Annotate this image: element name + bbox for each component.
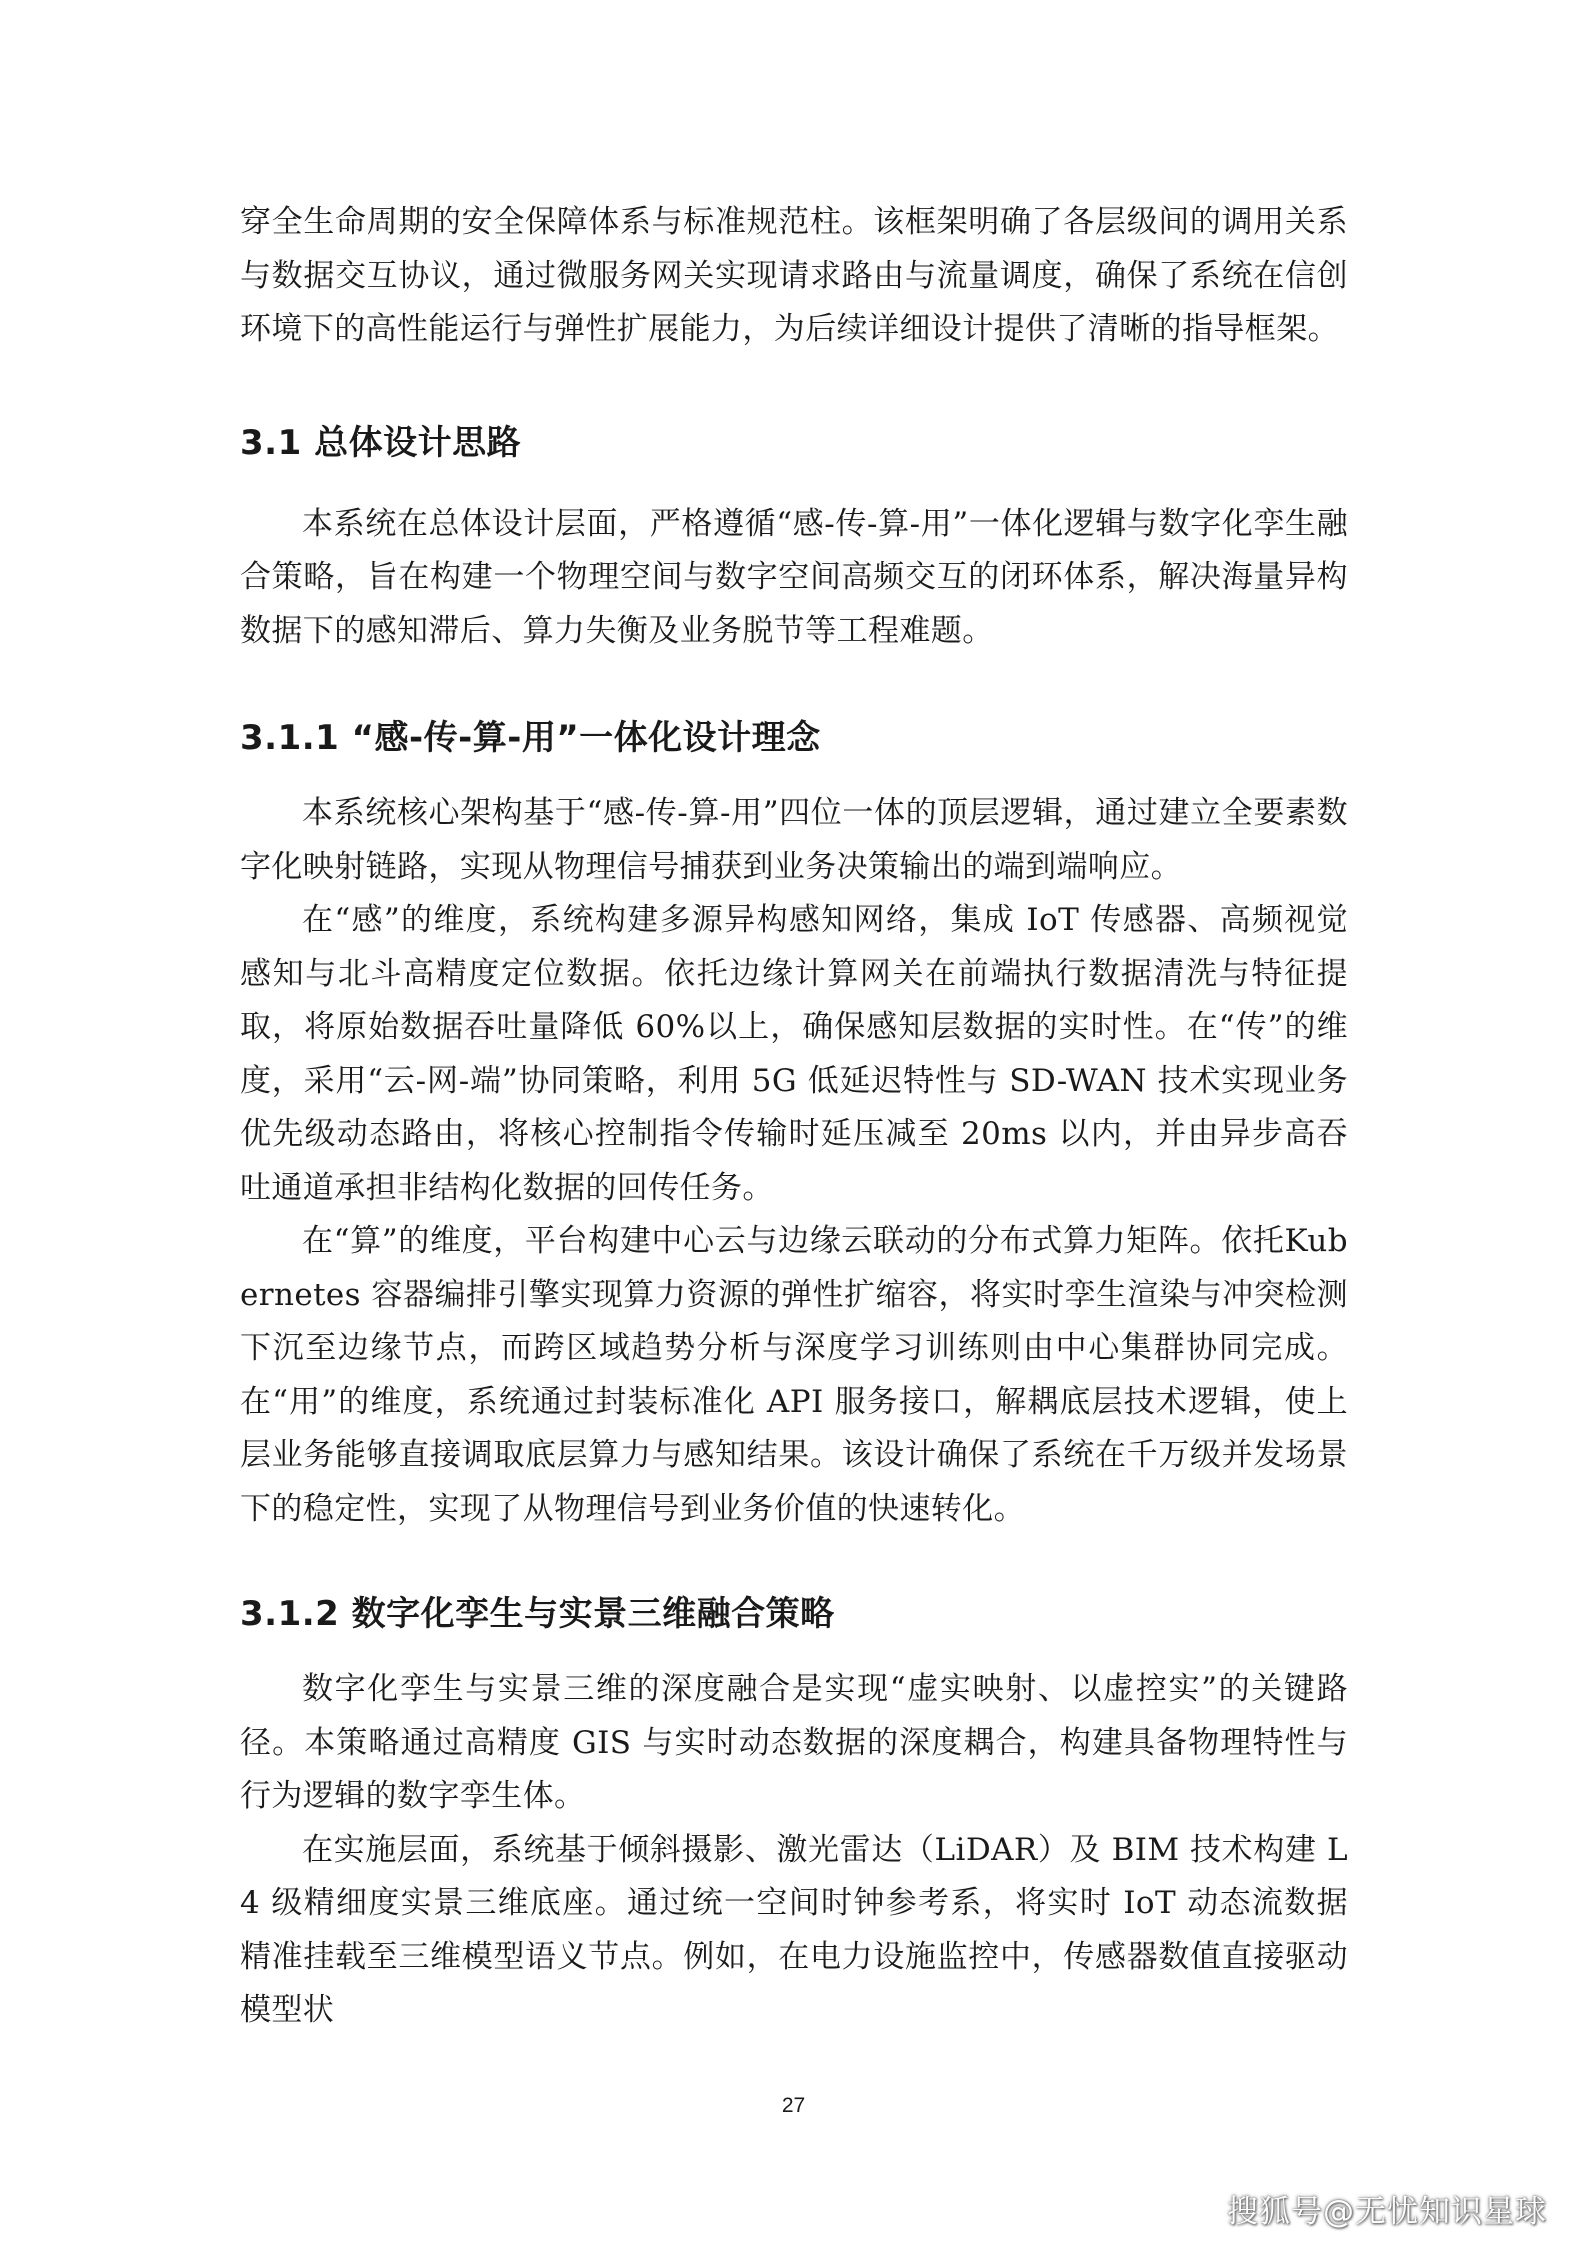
page-number: 27 bbox=[781, 2094, 806, 2117]
section-3-1-2-paragraph-1: 数字化孪生与实景三维的深度融合是实现“虚实映射、以虚控实”的关键路径。本策略通过高精度 GIS 与实时动态数据的深度耦合，构建具备物理特性与行为逻辑的数字孪生体。 bbox=[240, 1671, 1348, 1814]
page-content bbox=[240, 196, 1348, 2038]
intro-paragraph: 穿全生命周期的安全保障体系与标准规范柱。该框架明确了各层级间的调用关系与数据交互协议，通过微服务网关实现请求路由与流量调度，确保了系统在信创环境下的高性能运行与弹性扩展能力，为后续详细设计提供了清晰的指导框架。 bbox=[240, 204, 1348, 347]
section-heading-3-1-2: 3.1.2 数字化孪生与实景三维融合策略 bbox=[240, 1594, 835, 1634]
section-heading-3-1: 3.1 总体设计思路 bbox=[240, 422, 522, 463]
section-3-1-1-paragraph-3: 在“算”的维度，平台构建中心云与边缘云联动的分布式算力矩阵。依托Kubernetes 容器编排引擎实现算力资源的弹性扩缩容，将实时孪生渲染与冲突检测下沉至边缘节点，而跨区域趋势分析与深度学习训练则由中心集群协同完成。在“用”的维度，系统通过封装标准化 API 服务接口，解耦底层技术逻辑，使上层业务能够直接调取底层算力与感知结果。该设计确保了系统在千万级并发场景下的稳定性，实现了从物理信号到业务价值的快速转化。 bbox=[240, 1223, 1348, 1527]
watermark-text: 搜狐号@无忧知识星球 bbox=[1227, 2194, 1547, 2230]
section-3-1-2-paragraph-2: 在实施层面，系统基于倾斜摄影、激光雷达（LiDAR）及 BIM 技术构建 L4 级精细度实景三维底座。通过统一空间时钟参考系，将实时 IoT 动态流数据精准挂载至三维模型语义节点。例如，在电力设施监控中，传感器数值直接驱动模型状 bbox=[240, 1831, 1348, 2028]
section-3-1-paragraph: 本系统在总体设计层面，严格遵循“感-传-算-用”一体化逻辑与数字化孪生融合策略，旨在构建一个物理空间与数字空间高频交互的闭环体系，解决海量异构数据下的感知滞后、算力失衡及业务脱节等工程难题。 bbox=[240, 505, 1348, 649]
section-3-1-1-paragraph-2: 在“感”的维度，系统构建多源异构感知网络，集成 IoT 传感器、高频视觉感知与北斗高精度定位数据。依托边缘计算网关在前端执行数据清洗与特征提取，将原始数据吞吐量降低 60%以上，确保感知层数据的实时性。在“传”的维度，采用“云-网-端”协同策略，利用 5G 低延迟特性与 SD-WAN 技术实现业务优先级动态路由，将核心控制指令传输时延压减至 20ms 以内，并由异步高吞吐通道承担非结构化数据的回传任务。 bbox=[240, 902, 1348, 1206]
section-heading-3-1-1: 3.1.1 “感-传-算-用”一体化设计理念 bbox=[240, 718, 821, 758]
section-3-1-1-paragraph-1: 本系统核心架构基于“感-传-算-用”四位一体的顶层逻辑，通过建立全要素数字化映射链路，实现从物理信号捕获到业务决策输出的端到端响应。 bbox=[240, 795, 1348, 885]
